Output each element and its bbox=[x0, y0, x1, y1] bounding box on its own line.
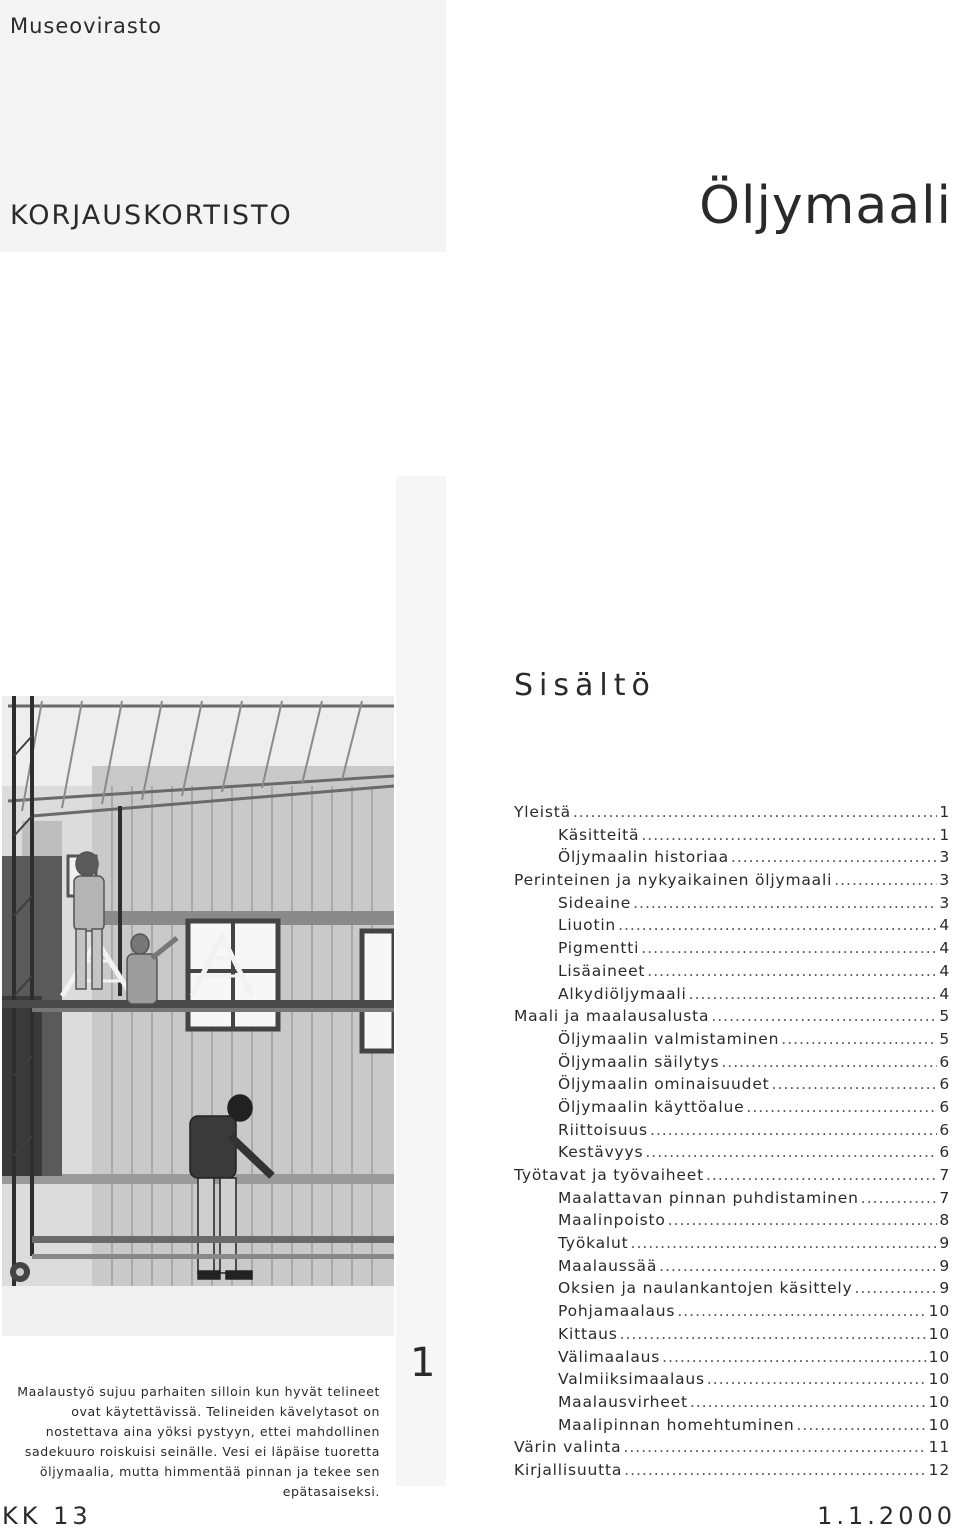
toc-entry[interactable] bbox=[514, 801, 950, 824]
document-title: Öljymaali bbox=[699, 176, 952, 236]
toc-entry[interactable] bbox=[514, 983, 950, 1006]
toc-leader-dots bbox=[641, 937, 937, 960]
toc-entry-label: Käsitteitä bbox=[558, 825, 640, 844]
toc-leader-dots bbox=[707, 1368, 927, 1391]
toc-leader-dots bbox=[631, 1232, 938, 1255]
toc-entry-label: Yleistä bbox=[514, 803, 571, 821]
toc-entry[interactable] bbox=[514, 1346, 950, 1369]
toc-entry-label: Perinteinen ja nykyaikainen öljymaali bbox=[514, 871, 833, 890]
toc-entry-label: Alkydiöljymaali bbox=[558, 984, 687, 1003]
organization-name: Museovirasto bbox=[10, 14, 162, 38]
toc-leader-dots bbox=[659, 1255, 937, 1278]
toc-entry[interactable] bbox=[514, 1096, 950, 1119]
toc-entry-page: 9 bbox=[939, 1279, 950, 1298]
toc-entry-page: 3 bbox=[939, 871, 950, 890]
toc-entry-page: 10 bbox=[928, 1370, 950, 1389]
toc-entry-label: Valmiiksimaalaus bbox=[558, 1370, 705, 1389]
toc-entry-label: Maali ja maalausalusta bbox=[514, 1007, 710, 1026]
table-of-contents bbox=[514, 801, 950, 1482]
toc-entry-label: Öljymaalin käyttöalue bbox=[558, 1097, 745, 1116]
toc-entry-page: 8 bbox=[939, 1211, 950, 1230]
toc-entry-label: Öljymaalin säilytys bbox=[558, 1052, 720, 1071]
toc-entry-page: 4 bbox=[939, 939, 950, 958]
toc-leader-dots bbox=[834, 869, 937, 892]
toc-entry[interactable] bbox=[514, 869, 950, 892]
toc-entry-label: Sideaine bbox=[558, 893, 632, 912]
toc-entry-label: Öljymaalin ominaisuudet bbox=[558, 1075, 770, 1094]
series-title: KORJAUSKORTISTO bbox=[10, 200, 293, 231]
toc-entry-page: 10 bbox=[928, 1302, 950, 1321]
toc-entry-label: Kirjallisuutta bbox=[514, 1460, 623, 1479]
page-number-strip bbox=[396, 476, 446, 1486]
toc-entry[interactable] bbox=[514, 1164, 950, 1187]
toc-entry-label: Oksien ja naulankantojen käsittely bbox=[558, 1279, 853, 1298]
toc-entry[interactable] bbox=[514, 1414, 950, 1437]
toc-leader-dots bbox=[731, 846, 937, 869]
toc-entry-page: 6 bbox=[939, 1075, 950, 1094]
toc-entry[interactable] bbox=[514, 1119, 950, 1142]
toc-entry-page: 9 bbox=[939, 1234, 950, 1253]
toc-entry-label: Värin valinta bbox=[514, 1438, 622, 1457]
toc-entry-label: Kittaus bbox=[558, 1324, 618, 1343]
toc-leader-dots bbox=[711, 1005, 937, 1028]
toc-entry[interactable] bbox=[514, 1028, 950, 1051]
page-number: 1 bbox=[410, 1340, 436, 1386]
toc-entry[interactable] bbox=[514, 914, 950, 937]
publication-date: 1.1.2000 bbox=[817, 1502, 956, 1530]
toc-leader-dots bbox=[618, 914, 937, 937]
toc-entry[interactable] bbox=[514, 1005, 950, 1028]
toc-entry-page: 6 bbox=[939, 1143, 950, 1162]
toc-entry-label: Pohjamaalaus bbox=[558, 1302, 676, 1321]
toc-entry-label: Lisäaineet bbox=[558, 961, 646, 980]
toc-entry-label: Välimaalaus bbox=[558, 1347, 661, 1366]
toc-entry[interactable] bbox=[514, 1187, 950, 1210]
toc-leader-dots bbox=[668, 1209, 938, 1232]
toc-entry-label: Työtavat ja työvaiheet bbox=[514, 1166, 704, 1184]
toc-leader-dots bbox=[781, 1028, 937, 1051]
toc-entry-label: Liuotin bbox=[558, 916, 617, 935]
toc-entry-page: 5 bbox=[939, 1029, 950, 1048]
toc-entry[interactable] bbox=[514, 1391, 950, 1414]
toc-entry-label: Maalaussää bbox=[558, 1256, 658, 1275]
toc-entry-page: 7 bbox=[939, 1188, 950, 1207]
toc-entry[interactable] bbox=[514, 960, 950, 983]
toc-entry[interactable] bbox=[514, 1436, 950, 1459]
toc-leader-dots bbox=[641, 824, 937, 847]
toc-entry-page: 11 bbox=[928, 1438, 950, 1457]
photo-caption: Maalaustyö sujuu parhaiten silloin kun hyvät telineet ovat käytettävissä. Telineiden kävelytasot on nostettava aina yöksi pystyyn, ettei mahdollinen sadekuuro roiskuisi seinälle. Vesi ei läpäise tuoretta öljymaalia, mutta himmentää pinnan ja tekee sen epätasaiseksi. bbox=[17, 1384, 380, 1499]
toc-leader-dots bbox=[721, 1051, 937, 1074]
toc-entry[interactable] bbox=[514, 1323, 950, 1346]
toc-entry[interactable] bbox=[514, 937, 950, 960]
toc-entry-page: 3 bbox=[939, 848, 950, 867]
toc-entry-page: 4 bbox=[939, 961, 950, 980]
toc-leader-dots bbox=[650, 1119, 937, 1142]
toc-entry-page: 10 bbox=[928, 1415, 950, 1434]
toc-entry-page: 10 bbox=[928, 1347, 950, 1366]
toc-leader-dots bbox=[645, 1141, 937, 1164]
toc-heading: Sisältö bbox=[514, 668, 656, 703]
toc-entry-page: 1 bbox=[939, 803, 950, 821]
toc-entry-page: 1 bbox=[939, 825, 950, 844]
toc-leader-dots bbox=[689, 983, 938, 1006]
card-code: KK 13 bbox=[2, 1502, 92, 1530]
toc-entry[interactable] bbox=[514, 1277, 950, 1300]
scaffolding-photo bbox=[2, 696, 394, 1336]
toc-entry-page: 5 bbox=[939, 1007, 950, 1026]
toc-entry[interactable] bbox=[514, 1141, 950, 1164]
toc-entry-page: 4 bbox=[939, 916, 950, 935]
toc-leader-dots bbox=[854, 1277, 937, 1300]
toc-entry-page: 3 bbox=[939, 893, 950, 912]
toc-leader-dots bbox=[624, 1459, 927, 1482]
toc-entry-label: Maalausvirheet bbox=[558, 1392, 688, 1411]
toc-leader-dots bbox=[633, 892, 937, 915]
toc-entry[interactable] bbox=[514, 1051, 950, 1074]
toc-entry-label: Työkalut bbox=[558, 1234, 629, 1253]
toc-leader-dots bbox=[690, 1391, 927, 1414]
toc-entry-page: 6 bbox=[939, 1097, 950, 1116]
toc-entry-page: 12 bbox=[928, 1460, 950, 1479]
toc-entry-label: Riittoisuus bbox=[558, 1120, 648, 1139]
toc-entry[interactable] bbox=[514, 824, 950, 847]
toc-leader-dots bbox=[623, 1436, 926, 1459]
toc-entry[interactable] bbox=[514, 1255, 950, 1278]
toc-entry-label: Kestävyys bbox=[558, 1143, 644, 1162]
toc-entry[interactable] bbox=[514, 1232, 950, 1255]
toc-entry-page: 6 bbox=[939, 1120, 950, 1139]
toc-entry[interactable] bbox=[514, 1300, 950, 1323]
toc-entry-page: 7 bbox=[939, 1166, 950, 1184]
toc-entry[interactable] bbox=[514, 1368, 950, 1391]
toc-entry-page: 10 bbox=[928, 1392, 950, 1411]
toc-entry-label: Maalattavan pinnan puhdistaminen bbox=[558, 1188, 859, 1207]
toc-entry-page: 6 bbox=[939, 1052, 950, 1071]
toc-entry[interactable] bbox=[514, 892, 950, 915]
toc-leader-dots bbox=[861, 1187, 938, 1210]
toc-leader-dots bbox=[620, 1323, 927, 1346]
toc-entry[interactable] bbox=[514, 1073, 950, 1096]
toc-entry-page: 9 bbox=[939, 1256, 950, 1275]
toc-entry-label: Maalinpoisto bbox=[558, 1211, 666, 1230]
toc-entry[interactable] bbox=[514, 1459, 950, 1482]
toc-entry-page: 10 bbox=[928, 1324, 950, 1343]
toc-leader-dots bbox=[662, 1346, 927, 1369]
toc-leader-dots bbox=[746, 1096, 937, 1119]
toc-leader-dots bbox=[677, 1300, 926, 1323]
toc-leader-dots bbox=[573, 801, 937, 824]
toc-entry-label: Öljymaalin valmistaminen bbox=[558, 1029, 780, 1048]
toc-entry-label: Pigmentti bbox=[558, 939, 640, 958]
toc-entry[interactable] bbox=[514, 1209, 950, 1232]
toc-leader-dots bbox=[647, 960, 937, 983]
toc-entry-label: Maalipinnan homehtuminen bbox=[558, 1415, 795, 1434]
toc-leader-dots bbox=[796, 1414, 926, 1437]
toc-entry-page: 4 bbox=[939, 984, 950, 1003]
toc-entry[interactable] bbox=[514, 846, 950, 869]
toc-leader-dots bbox=[772, 1073, 938, 1096]
toc-entry-label: Öljymaalin historiaa bbox=[558, 848, 729, 867]
toc-leader-dots bbox=[706, 1164, 937, 1187]
